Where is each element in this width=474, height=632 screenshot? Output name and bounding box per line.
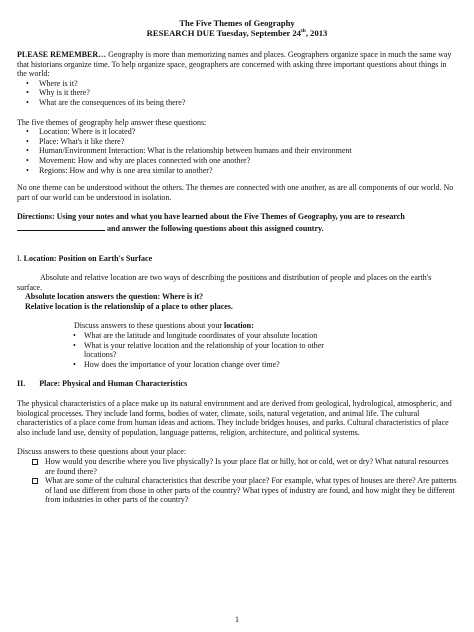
list-item: How would you describe where you live physically? Is your place flat or hilly, hot or cold, wet or dry? What natural resources are found there? — [17, 457, 457, 476]
intro-question-list — [17, 79, 457, 108]
title-line-2 — [17, 28, 457, 38]
section-1-discuss-text: Discuss answers to these questions about your — [74, 321, 224, 331]
section-2-discuss: Discuss answers to these questions about your place: — [17, 447, 187, 457]
section-1-number: I. — [17, 253, 24, 263]
list-item: • Regions: How and why is one area similar to another? — [17, 166, 457, 176]
intro-text: Geography is more than memorizing names and places. Geographers organize space in much the same way that historians organize time. To help organize space, geographers are concerned with asking three important questions about things in the world: — [17, 50, 452, 79]
section-2-heading — [17, 379, 457, 389]
list-item: • What is your relative location and the relationship of your location to other locations? — [17, 341, 457, 360]
section-1-heading — [17, 254, 457, 264]
list-item: • What are the consequences of its being there? — [17, 98, 457, 108]
title-line-1: The Five Themes of Geography — [179, 18, 295, 28]
list-item: • How does the importance of your location change over time? — [17, 360, 457, 370]
title-superscript: th — [300, 28, 306, 35]
section-1-paragraph: Absolute and relative location are two ways of describing the positions and distribution of people and places on the earth's surface. — [17, 273, 432, 292]
section-2-title: Place: Physical and Human Characteristics — [39, 379, 188, 389]
title-line-2-text: RESEARCH DUE Tuesday, September 24 — [146, 28, 301, 38]
section-2-number: II. — [17, 379, 26, 389]
list-item: • What are the latitude and longitude coordinates of your absolute location — [17, 331, 457, 341]
page-number: 1 — [235, 615, 239, 624]
section-2-question-list — [17, 457, 457, 505]
intro-paragraph — [17, 50, 457, 79]
list-item: • Where is it? — [17, 79, 457, 89]
country-blank-line — [17, 222, 105, 231]
section-1-question-list — [17, 331, 457, 369]
intro-lead: PLEASE REMEMBER… — [17, 50, 107, 59]
section-2-paragraph: The physical characteristics of a place make up its natural environment and are derived from geological, hydrological, atmospheric, and biological processes. They include land forms, bodies of water, climate, soils, natural vegetation, and animal life. The cultural characteristics of a place come from human ideas and actions. They include bridges houses, and parks. Cultural characteristics of place also include land use, density of population, language patterns, religion, architecture, and political systems. — [17, 399, 452, 437]
list-item: • Movement: How and why are places connected with one another? — [17, 156, 457, 166]
list-item: • Location: Where is it located? — [17, 127, 457, 137]
list-item: What are some of the cultural characteristics that describe your place? For example, what types of houses are there? Are patterns of land use different from those in other parts of the country? What types of industry are found, and how might they be different from industries in other parts of the country? — [17, 476, 457, 505]
document-title — [17, 18, 457, 38]
connected-paragraph: No one theme can be understood without the others. The themes are connected with one another, as are all components of our world. No part of our world can be understood in isolation. — [17, 183, 454, 202]
themes-lead: The five themes of geography help answer these questions: — [17, 117, 207, 127]
themes-list — [17, 127, 457, 175]
list-item: • Human/Environment Interaction: What is the relationship between humans and their environment — [17, 146, 457, 156]
directions-paragraph — [17, 212, 457, 233]
list-item: • Why is it there? — [17, 88, 457, 98]
section-1-discuss-bold: location: — [223, 321, 254, 331]
document-body — [17, 18, 457, 505]
section-1-title: Location: Position on Earth's Surface — [23, 253, 153, 263]
absolute-location-line: Absolute location answers the question: Where is it? — [25, 292, 204, 302]
list-item: • Place: What's it like there? — [17, 137, 457, 147]
directions-text-2: and answer the following questions about this assigned country. — [105, 223, 324, 233]
title-year: , 2013 — [305, 28, 328, 38]
section-1-discuss — [17, 321, 457, 331]
directions-text-1: Directions: Using your notes and what you have learned about the Five Themes of Geography, you are to research — [17, 212, 405, 222]
relative-location-line: Relative location is the relationship of a place to other places. — [25, 301, 233, 311]
